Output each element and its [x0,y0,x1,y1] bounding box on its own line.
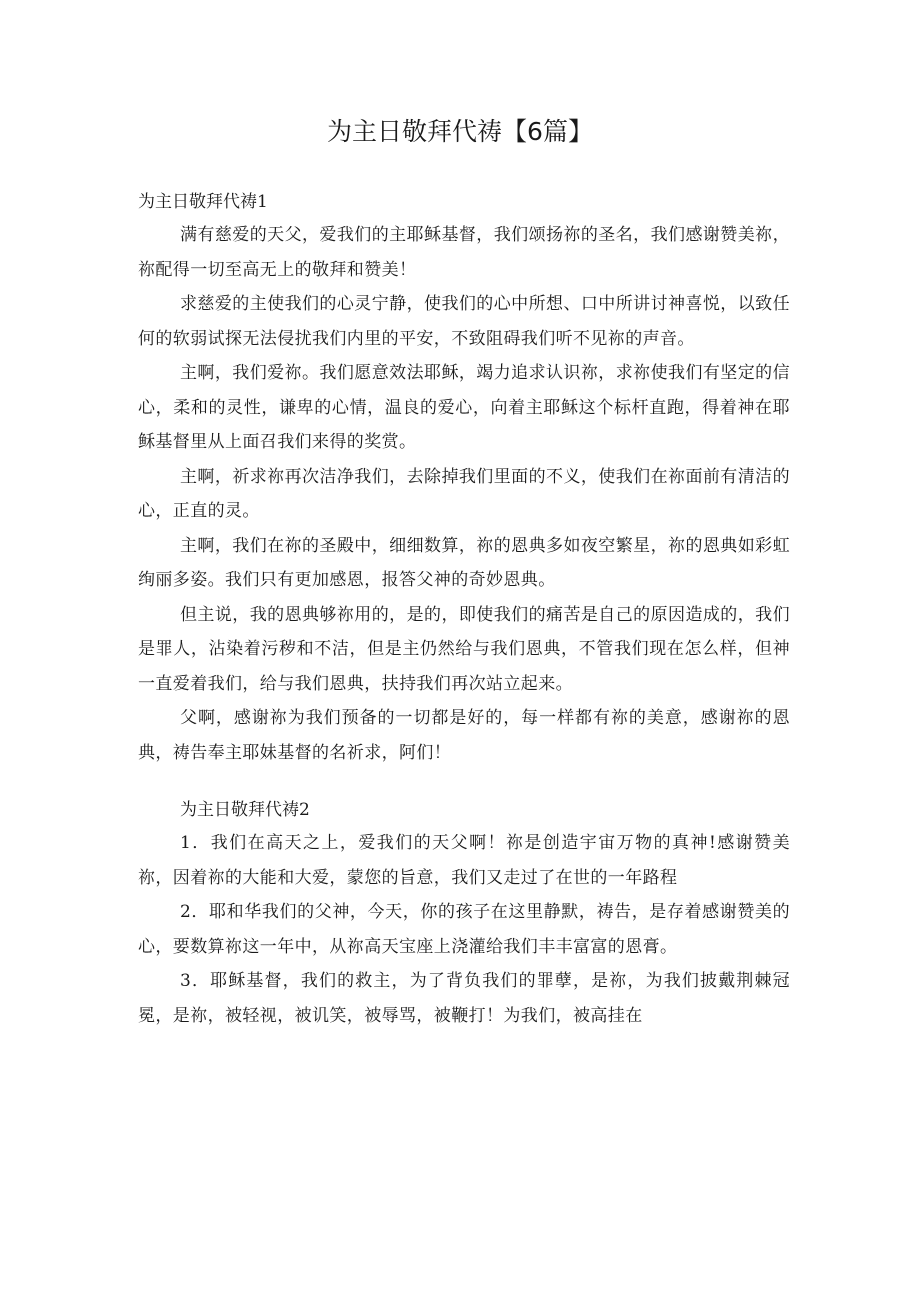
document-title: 为主日敬拜代祷【6篇】 [327,117,593,146]
paragraph: 主啊，祈求祢再次洁净我们，去除掉我们里面的不义，使我们在祢面前有清洁的心，正直的灵。 [138,466,790,521]
document-body [138,186,790,1033]
paragraph: 2．耶和华我们的父神，今天，你的孩子在这里静默，祷告，是存着感谢赞美的心，要数算祢这一年中，从祢高天宝座上浇灌给我们丰丰富富的恩膏。 [138,902,790,957]
paragraph: 父啊，感谢祢为我们预备的一切都是好的，每一样都有祢的美意，感谢祢的恩典，祷告奉主耶妹基督的名祈求，阿们！ [138,708,790,763]
section-heading-1: 为主日敬拜代祷1 [138,192,268,212]
section-heading-2: 为主日敬拜代祷2 [180,800,310,820]
paragraph: 主啊，我们在祢的圣殿中，细细数算，祢的恩典多如夜空繁星，祢的恩典如彩虹绚丽多姿。我们只有更加感恩，报答父神的奇妙恩典。 [138,535,790,590]
paragraph: 求慈爱的主使我们的心灵宁静，使我们的心中所想、口中所讲讨神喜悦，以致任何的软弱试探无法侵扰我们内里的平安，不致阻碍我们听不见祢的声音。 [138,294,790,349]
paragraph: 但主说，我的恩典够祢用的，是的，即使我们的痛苦是自己的原因造成的，我们是罪人，沾染着污秽和不洁，但是主仍然给与我们恩典，不管我们现在怎么样，但神一直爱着我们，给与我们恩典，扶持我们再次站立起来。 [138,604,790,694]
paragraph: 主啊，我们爱祢。我们愿意效法耶稣，竭力追求认识祢，求祢使我们有坚定的信心，柔和的灵性，谦卑的心情，温良的爱心，向着主耶稣这个标杆直跑，得着神在耶稣基督里从上面召我们来得的奖赏。 [138,363,790,452]
paragraph: 满有慈爱的天父，爱我们的主耶稣基督，我们颂扬祢的圣名，我们感谢赞美祢，祢配得一切至高无上的敬拜和赞美！ [138,225,790,280]
paragraph: 3．耶稣基督，我们的救主，为了背负我们的罪孽，是祢，为我们披戴荆棘冠冕，是祢，被轻视，被讥笑，被辱骂，被鞭打！为我们，被高挂在 [138,971,790,1026]
paragraph: 1．我们在高天之上，爱我们的天父啊！祢是创造宇宙万物的真神!感谢赞美祢，因着祢的大能和大爱，蒙您的旨意，我们又走过了在世的一年路程 [138,833,790,888]
